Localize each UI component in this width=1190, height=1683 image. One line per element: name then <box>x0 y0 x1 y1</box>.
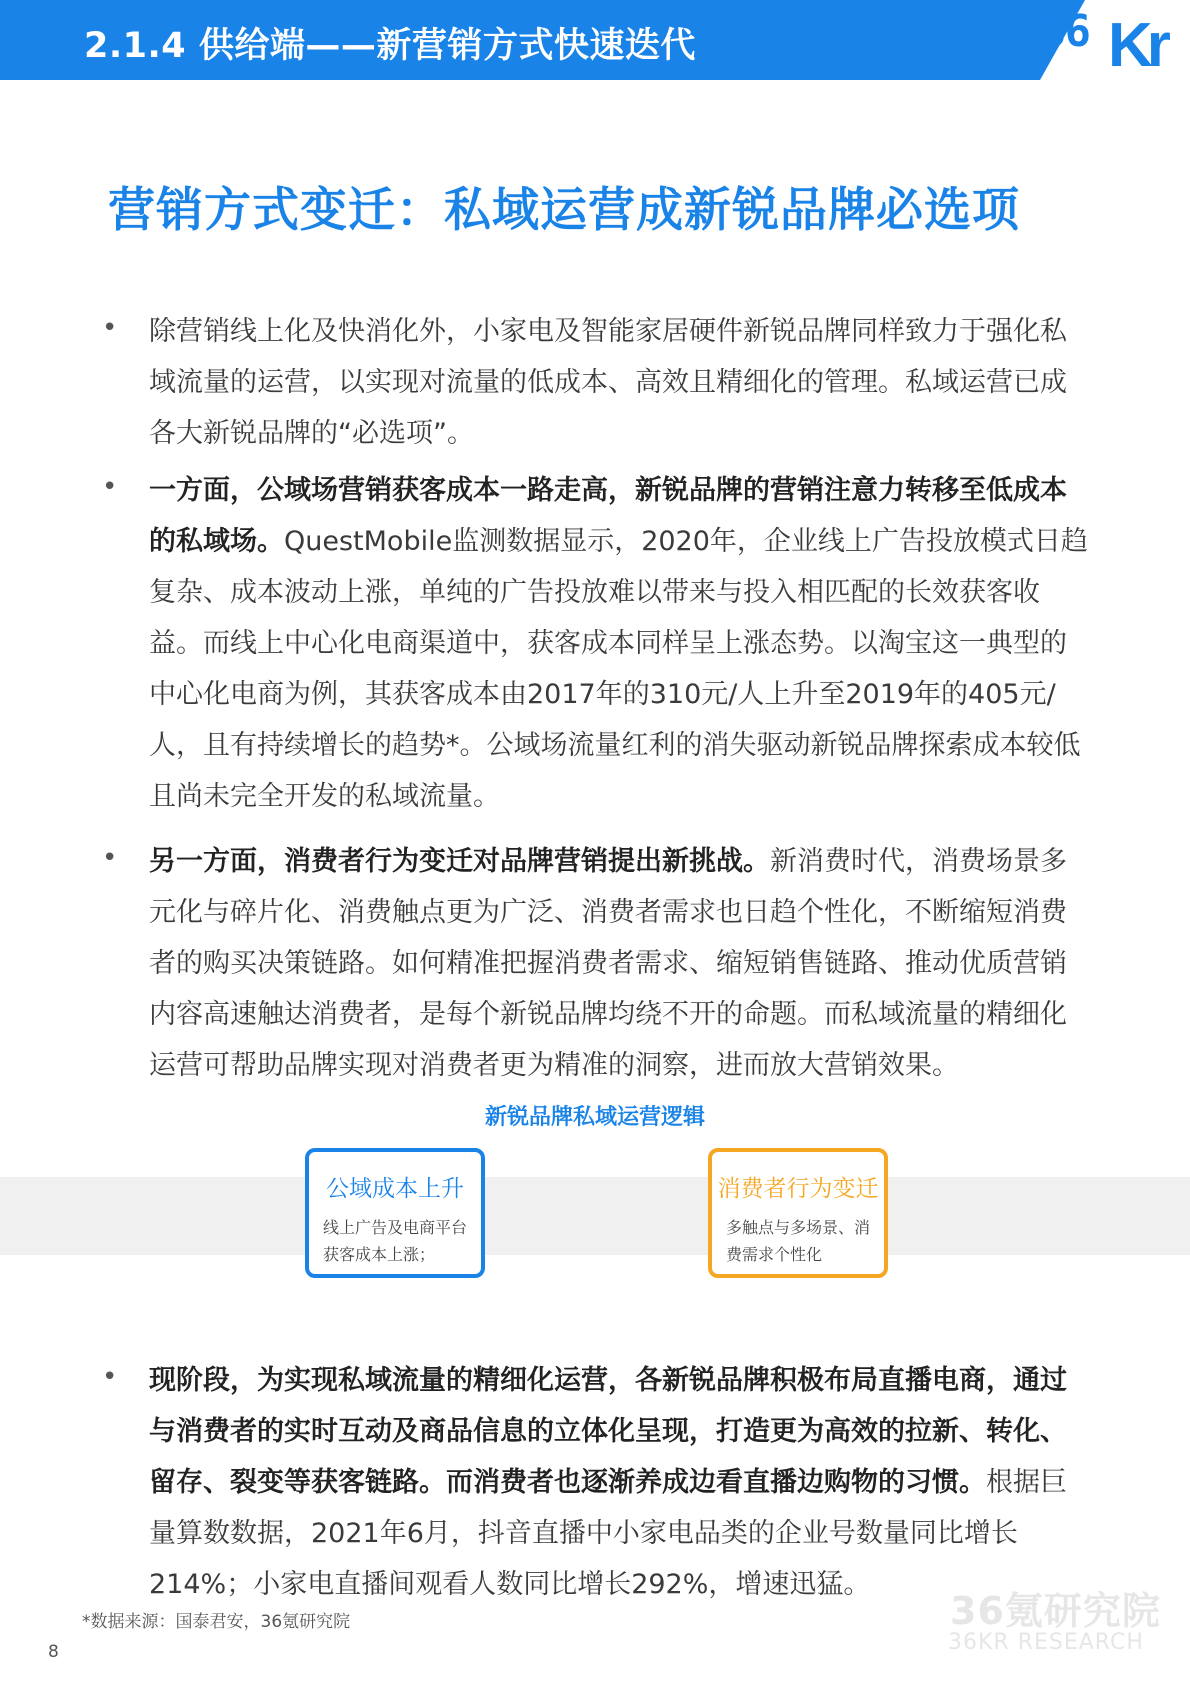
paragraph-4 <box>149 1355 1089 1610</box>
page-title: 营销方式变迁：私域运营成新锐品牌必选项 <box>108 183 1020 238</box>
paragraph-3 <box>149 836 1089 1091</box>
diagram-title: 新锐品牌私域运营逻辑 <box>484 1105 705 1130</box>
box-consumer-shift-desc: 多触点与多场景、消费需求个性化 <box>726 1218 871 1264</box>
page-number: 8 <box>48 1642 59 1662</box>
logo-kr: Kr <box>1108 11 1165 80</box>
paragraph-1-text: 除营销线上化及快消化外，小家电及智能家居硬件新锐品牌同样致力于强化私域流量的运营，以实现对流量的低成本、高效且精细化的管理。私域运营已成各大新锐品牌的“必选项”。 <box>149 316 1067 449</box>
bullet-dot-1: • <box>102 313 118 343</box>
section-title: 2.1.4 供给端——新营销方式快速迭代 <box>84 26 696 66</box>
box-consumer-shift <box>708 1148 888 1278</box>
bullet-dot-3: • <box>102 843 118 873</box>
watermark-cn: 36氪研究院 <box>950 1589 1161 1633</box>
box-consumer-shift-title: 消费者行为变迁 <box>717 1176 879 1202</box>
paragraph-3-text: 新消费时代，消费场景多元化与碎片化、消费触点更为广泛、消费者需求也日趋个性化，不断缩短消费者的购买决策链路。如何精准把握消费者需求、缩短销售链路、推动优质营销内容高速触达消费者，是每个新锐品牌均绕不开的命题。而私域流量的精细化运营可帮助品牌实现对消费者更为精准的洞察，进而放大营销效果。 <box>149 846 1067 1081</box>
box-public-cost-desc: 线上广告及电商平台获客成本上涨； <box>323 1218 468 1264</box>
paragraph-2-bold: 一方面，公域场营销获客成本一路走高，新锐品牌的营销注意力转移至低成本的私域场。 <box>149 475 1067 557</box>
diagram-band <box>0 1177 1190 1255</box>
paragraph-2-text: QuestMobile监测数据显示，2020年，企业线上广告投放模式日趋复杂、成本波动上涨，单纯的广告投放难以带来与投入相匹配的长效获客收益。而线上中心化电商渠道中，获客成本同样呈上涨态势。以淘宝这一典型的中心化电商为例，其获客成本由2017年的310元/人上升至2019年的405元/人，且有持续增长的趋势*。公域场流量红利的消失驱动新锐品牌探索成本较低且尚未完全开发的私域流量。 <box>149 526 1088 812</box>
paragraph-4-text: 根据巨量算数数据，2021年6月，抖音直播中小家电品类的企业号数量同比增长214%；小家电直播间观看人数同比增长292%，增速迅猛。 <box>149 1467 1067 1600</box>
bullet-dot-4: • <box>102 1362 118 1392</box>
logo-36: 36 <box>1040 6 1089 57</box>
footnote: *数据来源：国泰君安，36氪研究院 <box>82 1612 351 1632</box>
paragraph-4-bold: 现阶段，为实现私域流量的精细化运营，各新锐品牌积极布局直播电商，通过与消费者的实时互动及商品信息的立体化呈现，打造更为高效的拉新、转化、留存、裂变等获客链路。而消费者也逐渐养成边看直播边购物的习惯。 <box>149 1365 1067 1498</box>
paragraph-3-bold: 另一方面，消费者行为变迁对品牌营销提出新挑战。 <box>149 846 770 877</box>
paragraph-2 <box>149 465 1089 822</box>
box-public-cost <box>305 1148 485 1278</box>
watermark-en: 36KR RESEARCH <box>948 1630 1144 1655</box>
bullet-dot-2: • <box>102 472 118 502</box>
box-public-cost-title: 公域成本上升 <box>326 1176 464 1202</box>
paragraph-1 <box>149 306 1089 459</box>
